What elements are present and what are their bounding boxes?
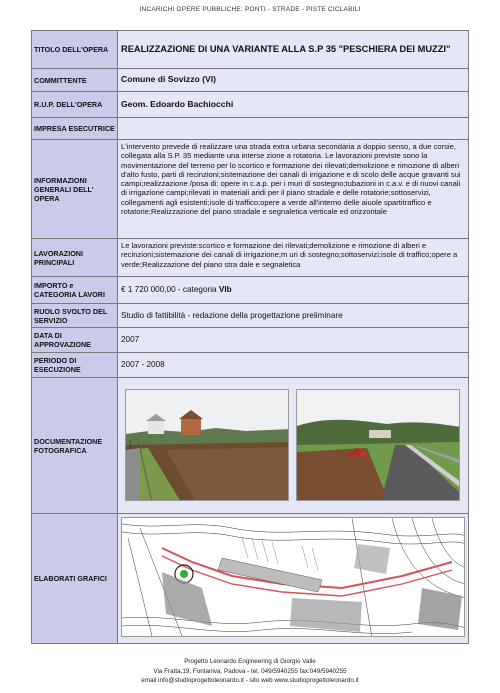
label-titolo: TITOLO DELL'OPERA [32,31,118,68]
value-impresa [118,118,468,139]
value-lavorazioni: Le lavorazioni previste:scortico e formazione dei rilevati;demolizione e rimozione di alberi e recinzioni;sistemazione dei canali di irrigazione;m uri di sostegno;sottoservizi;isole di traffico;opere a verde;Realizzazione del piano stra dale e segnaletica [118,239,468,276]
row-periodo [32,353,468,378]
row-informazioni [32,140,468,239]
row-rup [32,92,468,118]
project-drawing-image [122,518,465,637]
row-documentazione [32,378,468,514]
label-impresa: IMPRESA ESECUTRICE [32,118,118,139]
value-elaborati [118,514,468,643]
project-sheet-table [31,30,469,644]
project-drawing [121,517,465,637]
row-data [32,328,468,353]
label-documentazione: DOCUMENTAZIONE FOTOGRAFICA [32,378,118,513]
value-committente: Comune di Sovizzo (VI) [118,69,468,91]
site-photo-field [125,389,289,501]
value-titolo: REALIZZAZIONE DI UNA VARIANTE ALLA S.P 35 "PESCHIERA DEI MUZZI" [118,31,468,68]
label-elaborati: ELABORATI GRAFICI [32,514,118,643]
label-periodo: PERIODO DI ESECUZIONE [32,353,118,377]
site-photo-road-image [297,390,460,501]
footer-address: Via Fratta,19, Fontaniva, Padova - tel. 049/5940255 fax:049/5940255 [153,667,347,675]
page-header: INCARICHI OPERE PUBBLICHE: PONTI - STRADE - PISTE CICLABILI [139,6,361,13]
value-data: 2007 [118,328,468,352]
footer-contacts: email info@studioprogettoleonardo.it - sito web www.studioprogettoleonardo.it [141,677,359,684]
row-ruolo [32,304,468,328]
row-lavorazioni [32,239,468,277]
row-committente [32,69,468,92]
row-importo [32,277,468,304]
value-importo [118,277,468,303]
label-informazioni: INFORMAZIONI GENERALI DELL' OPERA [32,140,118,238]
site-photo-field-image [126,390,289,501]
label-lavorazioni: LAVORAZIONI PRINCIPALI [32,239,118,276]
label-importo: IMPORTO e CATEGORIA LAVORI [32,277,118,303]
site-photo-road [296,389,460,501]
label-committente: COMMITTENTE [32,69,118,91]
value-rup: Geom. Edoardo Bachiocchi [118,92,468,117]
label-ruolo: RUOLO SVOLTO DEL SERVIZIO [32,304,118,327]
importo-amount: € 1 720 000,00 - categoria [121,285,217,295]
label-data: DATA DI APPROVAZIONE [32,328,118,352]
row-titolo [32,31,468,69]
label-rup: R.U.P. DELL'OPERA [32,92,118,117]
value-ruolo: Studio di fattibilità - redazione della progettazione preliminare [118,304,468,327]
row-elaborati [32,514,468,643]
row-impresa [32,118,468,140]
value-documentazione [118,378,468,513]
footer [0,657,500,686]
value-informazioni: L'intervento prevede di realizzare una strada extra urbana secondaria a doppio senso, a due corsie, collegata alla S.P. 35 mediante una interse zione a rotatoria. Le lavorazioni previste sono la movimentazione del terreno per lo scortico e formazione dei rilevati;demolizione e rimozione di alberi d'alto fusto, parti di recinzioni;sistemazione dei canali di irrigazione e di scolo delle acque gravanti sui campi;realizzazione /posa di: opere in c.a.p. per i muri di sostegno;tubazioni in c.a.v. e di nuovi canali di irrigazione campi;rilevati in materiali aridi per il piano stradale e delle rotatorie;sottoservizi, collegamenti agli esistenti;isole di traffico;opere a verde all'interno delle aiuole spartitraffico e rotatorie;Realizzazione del piano stradale e segnaletica verticale ed orizzontale [118,140,468,238]
value-periodo: 2007 - 2008 [118,353,468,377]
importo-category: VIb [218,285,232,295]
footer-company: Progetto Leonardo Engineering di Giorgio Valle [184,658,316,665]
